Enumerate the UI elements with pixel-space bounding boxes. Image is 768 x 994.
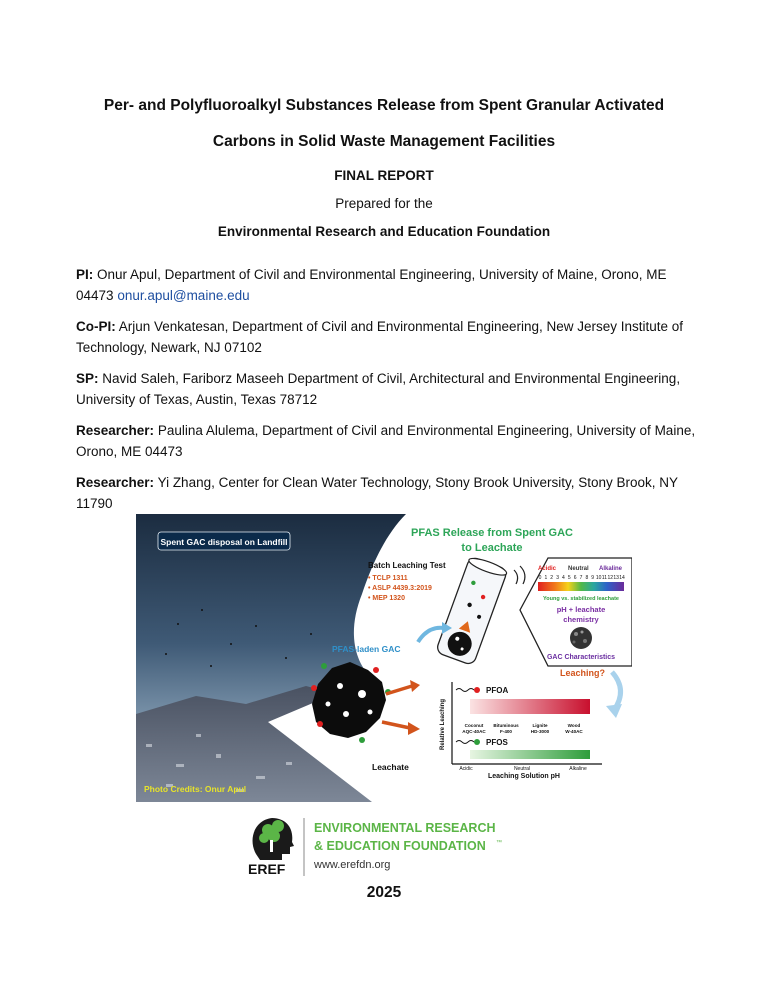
ph-alkaline-label: Alkaline [599, 566, 623, 572]
affiliation-text: Paulina Alulema, Department of Civil and Environmental Engineering, University of Maine, Orono, ME 04473 [76, 423, 696, 459]
chart-x-tick: Acidic [459, 766, 473, 772]
eref-logo [248, 814, 538, 878]
role-label: Researcher: [76, 475, 155, 490]
ph-number: 11 [601, 575, 608, 581]
ph-number: 8 [585, 575, 589, 581]
pfas-laden-label: PFAS-laden GAC [332, 644, 401, 654]
pi-entry [76, 264, 706, 306]
pfoa-bar [470, 699, 590, 714]
pfoa-label: PFOA [486, 686, 509, 695]
batch-test-item: • TCLP 1311 [368, 575, 408, 582]
gac-type-product: W-40AC [565, 729, 583, 734]
prepared-for-label: Prepared for the [335, 196, 433, 211]
affiliation-text: Navid Saleh, Fariborz Maseeh Department of Civil, Architectural and Environmental Engineering, University of Texas, Austin, Texas 78712 [76, 371, 681, 407]
pfos-bar [470, 750, 590, 759]
foundation-name: Environmental Research and Education Foundation [217, 224, 551, 239]
co-pi-entry [76, 316, 706, 358]
ph-neutral-label: Neutral [568, 566, 589, 572]
chart-x-label: Leaching Solution pH [488, 773, 560, 780]
report-title [60, 88, 708, 160]
logo-url: www.erefdn.org [314, 859, 391, 871]
pfos-label: PFOS [486, 738, 508, 747]
batch-test-item: • ASLP 4439.3:2019 [368, 585, 432, 592]
batch-title: Batch Leaching Test [368, 561, 446, 570]
role-label: PI: [76, 267, 94, 282]
ph-chem-1: pH + leachate [556, 605, 606, 614]
report-title-line-2: Carbons in Solid Waste Management Facilities [212, 133, 556, 150]
pfos-molecule-head [474, 739, 480, 745]
ph-scale-bar [538, 582, 624, 591]
photo-label: Spent GAC disposal on Landfill [160, 537, 288, 547]
gac-type-name: Bituminous [493, 723, 519, 728]
gac-type-name: Lignite [532, 723, 548, 728]
ph-number: 13 [613, 575, 619, 581]
researcher-entry-1 [76, 420, 706, 462]
leachate-label: Leachate [372, 762, 409, 772]
ph-number: 7 [579, 575, 583, 581]
leaching-question: Leaching? [560, 668, 606, 678]
report-type: FINAL REPORT [334, 168, 434, 183]
batch-test-item: • MEP 1320 [368, 595, 405, 602]
role-label: Co-PI: [76, 319, 116, 334]
ph-chem-2: chemistry [563, 615, 599, 624]
gac-type-product: AQC-40AC [462, 729, 486, 734]
gac-type-product: HD-3000 [530, 729, 550, 734]
pfoa-molecule-head [474, 687, 480, 693]
chart-x-tick: Alkaline [569, 766, 587, 772]
ph-number-row [539, 575, 625, 581]
affiliation-text: Onur Apul, Department of Civil and Environmental Engineering, University of Maine, Orono, ME 04473 [76, 267, 667, 303]
leachate-types: Young vs. stabilized leachate [542, 596, 620, 602]
tree-head-icon [253, 818, 294, 860]
ph-acidic-label: Acidic [538, 566, 557, 572]
ph-number: 0 [538, 575, 542, 581]
ph-number: 12 [607, 575, 614, 581]
logo-line-2: & EDUCATION FOUNDATION [314, 839, 486, 853]
graphical-abstract [136, 514, 632, 802]
logo-tm: ™ [496, 840, 502, 846]
role-label: SP: [76, 371, 99, 386]
photo-credit: Photo Credits: Onur Apul [144, 784, 247, 794]
researcher-entry-2 [76, 472, 706, 514]
chart-y-label: Relative Leaching [440, 698, 446, 750]
ph-number: 2 [550, 575, 554, 581]
pi-email-link[interactable]: onur.apul@maine.edu [117, 288, 250, 303]
gac-type-name: Wood [567, 723, 581, 728]
main-title-1: PFAS Release from Spent GAC [411, 527, 573, 539]
eref-acronym: EREF [248, 861, 286, 877]
ph-number: 5 [567, 575, 571, 581]
ph-number: 9 [591, 575, 595, 581]
affiliation-text: Yi Zhang, Center for Clean Water Technology, Stony Brook University, Stony Brook, NY 11790 [76, 475, 678, 511]
ph-number: 6 [573, 575, 577, 581]
chart-x-tick: Neutral [513, 766, 531, 772]
affiliation-text: Arjun Venkatesan, Department of Civil and Environmental Engineering, New Jersey Institute of Technology, Newark, NJ 07102 [76, 319, 684, 355]
ph-number: 4 [562, 575, 565, 581]
gac-particle-image [570, 627, 592, 649]
main-title-2: to Leachate [461, 542, 523, 554]
sp-entry [76, 368, 706, 410]
ph-number: 1 [544, 575, 548, 581]
report-year: 2025 [366, 884, 402, 901]
gac-type-name: Coconut [464, 723, 484, 728]
ph-number: 10 [595, 575, 602, 581]
gac-characteristics: GAC Characteristics [546, 654, 616, 661]
logo-line-1: ENVIRONMENTAL RESEARCH [314, 821, 496, 835]
report-title-line-1: Per- and Polyfluoroalkyl Substances Release from Spent Granular Activated [103, 97, 665, 114]
ph-number: 3 [556, 575, 559, 581]
gac-type-product: F-400 [499, 729, 513, 734]
ph-number: 14 [619, 575, 625, 581]
role-label: Researcher: [76, 423, 155, 438]
